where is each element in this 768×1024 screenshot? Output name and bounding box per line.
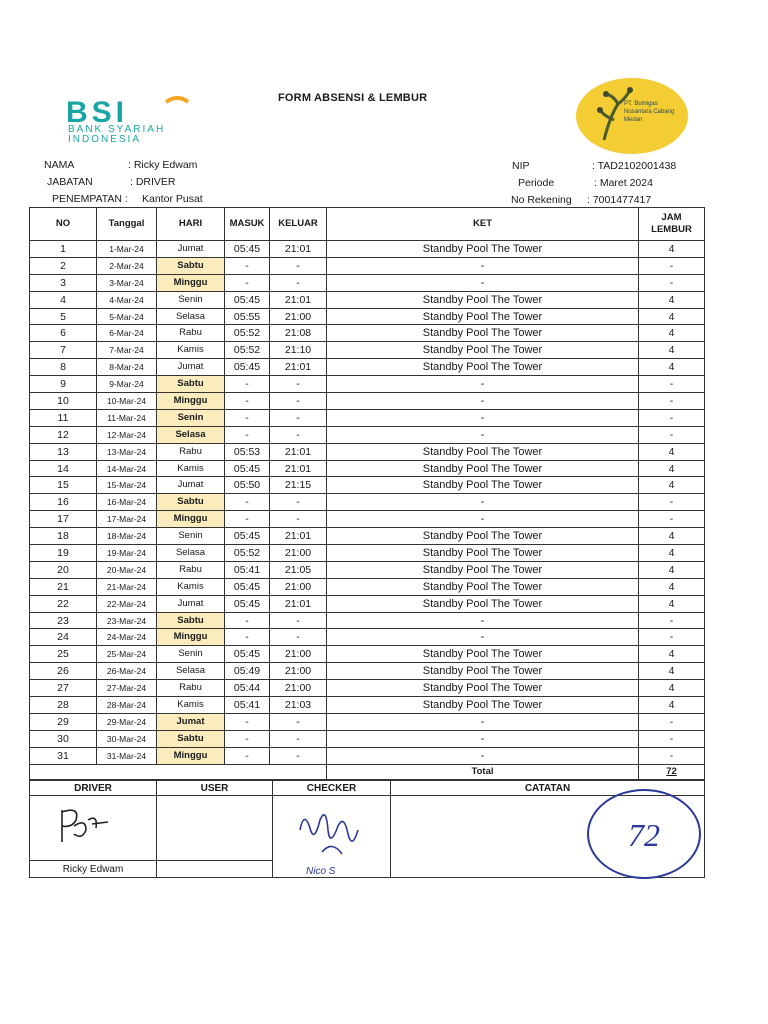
total-value: 72 [639, 764, 705, 779]
periode-label: Periode [518, 177, 555, 189]
no-cell: 14 [30, 460, 97, 477]
masuk-cell: 05:45 [225, 241, 270, 258]
no-cell: 26 [30, 663, 97, 680]
catatan-note: 72 [628, 817, 660, 853]
ket-cell: Standby Pool The Tower [327, 359, 639, 376]
masuk-cell: - [225, 393, 270, 410]
col-header-jam: JAM [661, 212, 682, 223]
ket-cell: Standby Pool The Tower [327, 460, 639, 477]
day-cell: Sabtu [157, 612, 225, 629]
no-cell: 3 [30, 274, 97, 291]
day-cell: Senin [157, 291, 225, 308]
keluar-cell: 21:03 [270, 697, 327, 714]
keluar-cell: - [270, 426, 327, 443]
driver-name: Ricky Edwam [30, 861, 157, 878]
masuk-cell: - [225, 426, 270, 443]
ket-cell: - [327, 730, 639, 747]
table-row [30, 477, 705, 494]
no-cell: 5 [30, 308, 97, 325]
ket-cell: Standby Pool The Tower [327, 578, 639, 595]
jam-lembur-cell: - [639, 257, 705, 274]
col-header-lembur: LEMBUR [651, 224, 692, 235]
ket-cell: Standby Pool The Tower [327, 291, 639, 308]
day-cell: Senin [157, 646, 225, 663]
date-cell: 3-Mar-24 [97, 274, 157, 291]
ket-cell: - [327, 713, 639, 730]
logo-accent-icon [166, 98, 188, 102]
day-cell: Rabu [157, 561, 225, 578]
no-cell: 20 [30, 561, 97, 578]
ket-cell: Standby Pool The Tower [327, 477, 639, 494]
keluar-cell: 21:01 [270, 443, 327, 460]
ket-cell: - [327, 494, 639, 511]
masuk-cell: 05:52 [225, 325, 270, 342]
keluar-cell: 21:01 [270, 291, 327, 308]
masuk-cell: 05:45 [225, 359, 270, 376]
nip-value: : TAD2102001438 [592, 160, 677, 172]
date-cell: 10-Mar-24 [97, 393, 157, 410]
ket-cell: Standby Pool The Tower [327, 241, 639, 258]
no-cell: 6 [30, 325, 97, 342]
table-row [30, 730, 705, 747]
masuk-cell: - [225, 257, 270, 274]
jam-lembur-cell: 4 [639, 342, 705, 359]
no-cell: 16 [30, 494, 97, 511]
ket-cell: Standby Pool The Tower [327, 561, 639, 578]
day-cell: Selasa [157, 663, 225, 680]
jam-lembur-cell: 4 [639, 359, 705, 376]
rekening-label: No Rekening [511, 194, 572, 206]
col-header-keluar: KELUAR [270, 208, 327, 241]
jam-lembur-cell: 4 [639, 325, 705, 342]
masuk-cell: 05:45 [225, 646, 270, 663]
jam-lembur-cell: - [639, 511, 705, 528]
jam-lembur-cell: 4 [639, 528, 705, 545]
jam-lembur-cell: 4 [639, 697, 705, 714]
nama-value: : Ricky Edwam [128, 159, 198, 171]
day-cell: Kamis [157, 578, 225, 595]
day-cell: Selasa [157, 426, 225, 443]
total-blank-cell [30, 764, 327, 779]
date-cell: 31-Mar-24 [97, 747, 157, 764]
masuk-cell: 05:41 [225, 697, 270, 714]
table-row [30, 646, 705, 663]
day-cell: Kamis [157, 697, 225, 714]
day-cell: Selasa [157, 308, 225, 325]
masuk-cell: - [225, 376, 270, 393]
keluar-cell: 21:00 [270, 663, 327, 680]
keluar-cell: 21:10 [270, 342, 327, 359]
date-cell: 29-Mar-24 [97, 713, 157, 730]
masuk-cell: - [225, 747, 270, 764]
no-cell: 27 [30, 680, 97, 697]
keluar-cell: 21:00 [270, 578, 327, 595]
keluar-cell: 21:01 [270, 359, 327, 376]
masuk-cell: 05:45 [225, 291, 270, 308]
date-cell: 6-Mar-24 [97, 325, 157, 342]
table-row [30, 443, 705, 460]
day-cell: Jumat [157, 595, 225, 612]
day-cell: Kamis [157, 342, 225, 359]
keluar-cell: - [270, 494, 327, 511]
date-cell: 5-Mar-24 [97, 308, 157, 325]
date-cell: 1-Mar-24 [97, 241, 157, 258]
day-cell: Rabu [157, 443, 225, 460]
no-cell: 7 [30, 342, 97, 359]
logo-subtitle-1: BANK SYARIAH [68, 124, 166, 135]
date-cell: 8-Mar-24 [97, 359, 157, 376]
date-cell: 21-Mar-24 [97, 578, 157, 595]
no-cell: 28 [30, 697, 97, 714]
jam-lembur-cell: - [639, 612, 705, 629]
day-cell: Rabu [157, 325, 225, 342]
date-cell: 11-Mar-24 [97, 409, 157, 426]
day-cell: Minggu [157, 511, 225, 528]
masuk-cell: 05:55 [225, 308, 270, 325]
user-label: USER [157, 781, 273, 796]
day-cell: Sabtu [157, 730, 225, 747]
jam-lembur-cell: 4 [639, 561, 705, 578]
table-row [30, 545, 705, 562]
checker-signature [292, 800, 372, 870]
date-cell: 4-Mar-24 [97, 291, 157, 308]
periode-value: : Maret 2024 [594, 177, 653, 189]
penempatan-value: Kantor Pusat [142, 193, 203, 205]
keluar-cell: - [270, 747, 327, 764]
company-seal [574, 76, 690, 156]
day-cell: Selasa [157, 545, 225, 562]
no-cell: 19 [30, 545, 97, 562]
catatan-label: CATATAN [391, 781, 705, 796]
no-cell: 17 [30, 511, 97, 528]
date-cell: 2-Mar-24 [97, 257, 157, 274]
date-cell: 22-Mar-24 [97, 595, 157, 612]
jam-lembur-cell: 4 [639, 595, 705, 612]
day-cell: Sabtu [157, 494, 225, 511]
no-cell: 9 [30, 376, 97, 393]
table-row [30, 325, 705, 342]
keluar-cell: 21:00 [270, 545, 327, 562]
keluar-cell: - [270, 713, 327, 730]
bsi-logo [66, 96, 226, 144]
col-header-hari: HARI [157, 208, 225, 241]
table-row [30, 713, 705, 730]
date-cell: 9-Mar-24 [97, 376, 157, 393]
date-cell: 26-Mar-24 [97, 663, 157, 680]
ket-cell: - [327, 629, 639, 646]
table-row [30, 426, 705, 443]
keluar-cell: - [270, 274, 327, 291]
day-cell: Minggu [157, 393, 225, 410]
date-cell: 30-Mar-24 [97, 730, 157, 747]
masuk-cell: - [225, 730, 270, 747]
masuk-cell: 05:50 [225, 477, 270, 494]
col-header-tanggal: Tanggal [97, 208, 157, 241]
table-row [30, 511, 705, 528]
no-cell: 11 [30, 409, 97, 426]
masuk-cell: 05:44 [225, 680, 270, 697]
masuk-cell: 05:45 [225, 578, 270, 595]
day-cell: Senin [157, 528, 225, 545]
table-row [30, 409, 705, 426]
day-cell: Kamis [157, 460, 225, 477]
day-cell: Jumat [157, 359, 225, 376]
no-cell: 10 [30, 393, 97, 410]
col-header-masuk: MASUK [225, 208, 270, 241]
date-cell: 20-Mar-24 [97, 561, 157, 578]
ket-cell: - [327, 257, 639, 274]
ket-cell: Standby Pool The Tower [327, 545, 639, 562]
jam-lembur-cell: - [639, 426, 705, 443]
jam-lembur-cell: - [639, 274, 705, 291]
logo-subtitle-2: INDONESIA [68, 134, 142, 144]
ket-cell: - [327, 612, 639, 629]
ket-cell: Standby Pool The Tower [327, 308, 639, 325]
no-cell: 4 [30, 291, 97, 308]
ket-cell: - [327, 409, 639, 426]
day-cell: Minggu [157, 629, 225, 646]
rekening-value: : 7001477417 [587, 194, 652, 206]
penempatan-label: PENEMPATAN : [52, 193, 128, 205]
date-cell: 12-Mar-24 [97, 426, 157, 443]
form-title: FORM ABSENSI & LEMBUR [278, 92, 428, 104]
keluar-cell: - [270, 730, 327, 747]
day-cell: Minggu [157, 747, 225, 764]
table-row [30, 241, 705, 258]
table-row [30, 528, 705, 545]
masuk-cell: - [225, 713, 270, 730]
no-cell: 2 [30, 257, 97, 274]
table-row [30, 680, 705, 697]
table-row [30, 376, 705, 393]
date-cell: 18-Mar-24 [97, 528, 157, 545]
ket-cell: - [327, 426, 639, 443]
masuk-cell: - [225, 494, 270, 511]
date-cell: 17-Mar-24 [97, 511, 157, 528]
masuk-cell: 05:49 [225, 663, 270, 680]
keluar-cell: - [270, 612, 327, 629]
keluar-cell: - [270, 257, 327, 274]
date-cell: 14-Mar-24 [97, 460, 157, 477]
table-row [30, 612, 705, 629]
jam-lembur-cell: 4 [639, 680, 705, 697]
jam-lembur-cell: 4 [639, 578, 705, 595]
no-cell: 24 [30, 629, 97, 646]
jam-lembur-cell: 4 [639, 291, 705, 308]
keluar-cell: 21:01 [270, 460, 327, 477]
table-row [30, 595, 705, 612]
jam-lembur-cell: 4 [639, 443, 705, 460]
ket-cell: Standby Pool The Tower [327, 646, 639, 663]
no-cell: 18 [30, 528, 97, 545]
keluar-cell: - [270, 511, 327, 528]
no-cell: 23 [30, 612, 97, 629]
day-cell: Jumat [157, 477, 225, 494]
masuk-cell: - [225, 629, 270, 646]
masuk-cell: 05:45 [225, 460, 270, 477]
table-row [30, 629, 705, 646]
table-row [30, 342, 705, 359]
ket-cell: Standby Pool The Tower [327, 443, 639, 460]
catatan-circle [584, 784, 704, 884]
date-cell: 15-Mar-24 [97, 477, 157, 494]
no-cell: 29 [30, 713, 97, 730]
nip-label: NIP [512, 160, 530, 172]
day-cell: Jumat [157, 713, 225, 730]
jam-lembur-cell: 4 [639, 241, 705, 258]
date-cell: 24-Mar-24 [97, 629, 157, 646]
no-cell: 15 [30, 477, 97, 494]
date-cell: 13-Mar-24 [97, 443, 157, 460]
jam-lembur-cell: 4 [639, 663, 705, 680]
table-row [30, 578, 705, 595]
keluar-cell: 21:01 [270, 241, 327, 258]
day-cell: Rabu [157, 680, 225, 697]
jam-lembur-cell: 4 [639, 545, 705, 562]
masuk-cell: 05:45 [225, 595, 270, 612]
jam-lembur-cell: - [639, 409, 705, 426]
ket-cell: Standby Pool The Tower [327, 342, 639, 359]
masuk-cell: 05:41 [225, 561, 270, 578]
user-signature-cell [157, 796, 273, 861]
masuk-cell: 05:52 [225, 342, 270, 359]
table-header-row [30, 208, 705, 241]
keluar-cell: - [270, 629, 327, 646]
ket-cell: Standby Pool The Tower [327, 697, 639, 714]
table-row [30, 460, 705, 477]
keluar-cell: 21:05 [270, 561, 327, 578]
no-cell: 31 [30, 747, 97, 764]
no-cell: 1 [30, 241, 97, 258]
no-cell: 21 [30, 578, 97, 595]
driver-signature [52, 800, 122, 850]
jam-lembur-cell: 4 [639, 477, 705, 494]
jam-lembur-cell: 4 [639, 460, 705, 477]
ket-cell: - [327, 511, 639, 528]
jam-lembur-cell: - [639, 747, 705, 764]
ket-cell: - [327, 747, 639, 764]
col-header-ket: KET [327, 208, 639, 241]
table-row [30, 308, 705, 325]
nama-label: NAMA [44, 159, 75, 171]
col-header-no: NO [30, 208, 97, 241]
checker-label: CHECKER [273, 781, 391, 796]
jabatan-value: : DRIVER [130, 176, 176, 188]
jabatan-label: JABATAN [47, 176, 93, 188]
masuk-cell: - [225, 409, 270, 426]
jam-lembur-cell: 4 [639, 308, 705, 325]
attendance-table [29, 207, 705, 780]
table-row [30, 274, 705, 291]
date-cell: 25-Mar-24 [97, 646, 157, 663]
date-cell: 27-Mar-24 [97, 680, 157, 697]
col-header-jam-lembur [639, 208, 705, 241]
table-row [30, 561, 705, 578]
table-row [30, 291, 705, 308]
table-row [30, 663, 705, 680]
checker-name: Nico S [306, 866, 336, 877]
keluar-cell: 21:00 [270, 680, 327, 697]
ket-cell: Standby Pool The Tower [327, 663, 639, 680]
jam-lembur-cell: 4 [639, 646, 705, 663]
keluar-cell: 21:15 [270, 477, 327, 494]
jam-lembur-cell: - [639, 393, 705, 410]
jam-lembur-cell: - [639, 629, 705, 646]
seal-text: PT. Bumigas Nusantara Cabang Medan [624, 101, 675, 123]
keluar-cell: 21:08 [270, 325, 327, 342]
date-cell: 23-Mar-24 [97, 612, 157, 629]
table-row [30, 393, 705, 410]
masuk-cell: - [225, 274, 270, 291]
date-cell: 7-Mar-24 [97, 342, 157, 359]
masuk-cell: - [225, 612, 270, 629]
total-row [30, 764, 705, 779]
masuk-cell: - [225, 511, 270, 528]
keluar-cell: - [270, 393, 327, 410]
no-cell: 13 [30, 443, 97, 460]
ket-cell: - [327, 274, 639, 291]
keluar-cell: 21:01 [270, 595, 327, 612]
logo-name: BSI [66, 96, 129, 129]
no-cell: 30 [30, 730, 97, 747]
table-row [30, 697, 705, 714]
keluar-cell: - [270, 409, 327, 426]
date-cell: 28-Mar-24 [97, 697, 157, 714]
day-cell: Minggu [157, 274, 225, 291]
no-cell: 8 [30, 359, 97, 376]
ket-cell: - [327, 393, 639, 410]
table-row [30, 747, 705, 764]
masuk-cell: 05:52 [225, 545, 270, 562]
ket-cell: Standby Pool The Tower [327, 680, 639, 697]
jam-lembur-cell: - [639, 494, 705, 511]
day-cell: Jumat [157, 241, 225, 258]
driver-label: DRIVER [30, 781, 157, 796]
ket-cell: Standby Pool The Tower [327, 528, 639, 545]
total-label: Total [327, 764, 639, 779]
ket-cell: Standby Pool The Tower [327, 325, 639, 342]
ket-cell: - [327, 376, 639, 393]
keluar-cell: 21:00 [270, 646, 327, 663]
jam-lembur-cell: - [639, 713, 705, 730]
keluar-cell: 21:01 [270, 528, 327, 545]
keluar-cell: - [270, 376, 327, 393]
date-cell: 19-Mar-24 [97, 545, 157, 562]
no-cell: 25 [30, 646, 97, 663]
ket-cell: Standby Pool The Tower [327, 595, 639, 612]
table-row [30, 257, 705, 274]
keluar-cell: 21:00 [270, 308, 327, 325]
day-cell: Sabtu [157, 376, 225, 393]
day-cell: Senin [157, 409, 225, 426]
masuk-cell: 05:53 [225, 443, 270, 460]
user-name-cell [157, 861, 273, 878]
date-cell: 16-Mar-24 [97, 494, 157, 511]
jam-lembur-cell: - [639, 730, 705, 747]
table-row [30, 359, 705, 376]
day-cell: Sabtu [157, 257, 225, 274]
no-cell: 22 [30, 595, 97, 612]
masuk-cell: 05:45 [225, 528, 270, 545]
jam-lembur-cell: - [639, 376, 705, 393]
table-row [30, 494, 705, 511]
no-cell: 12 [30, 426, 97, 443]
